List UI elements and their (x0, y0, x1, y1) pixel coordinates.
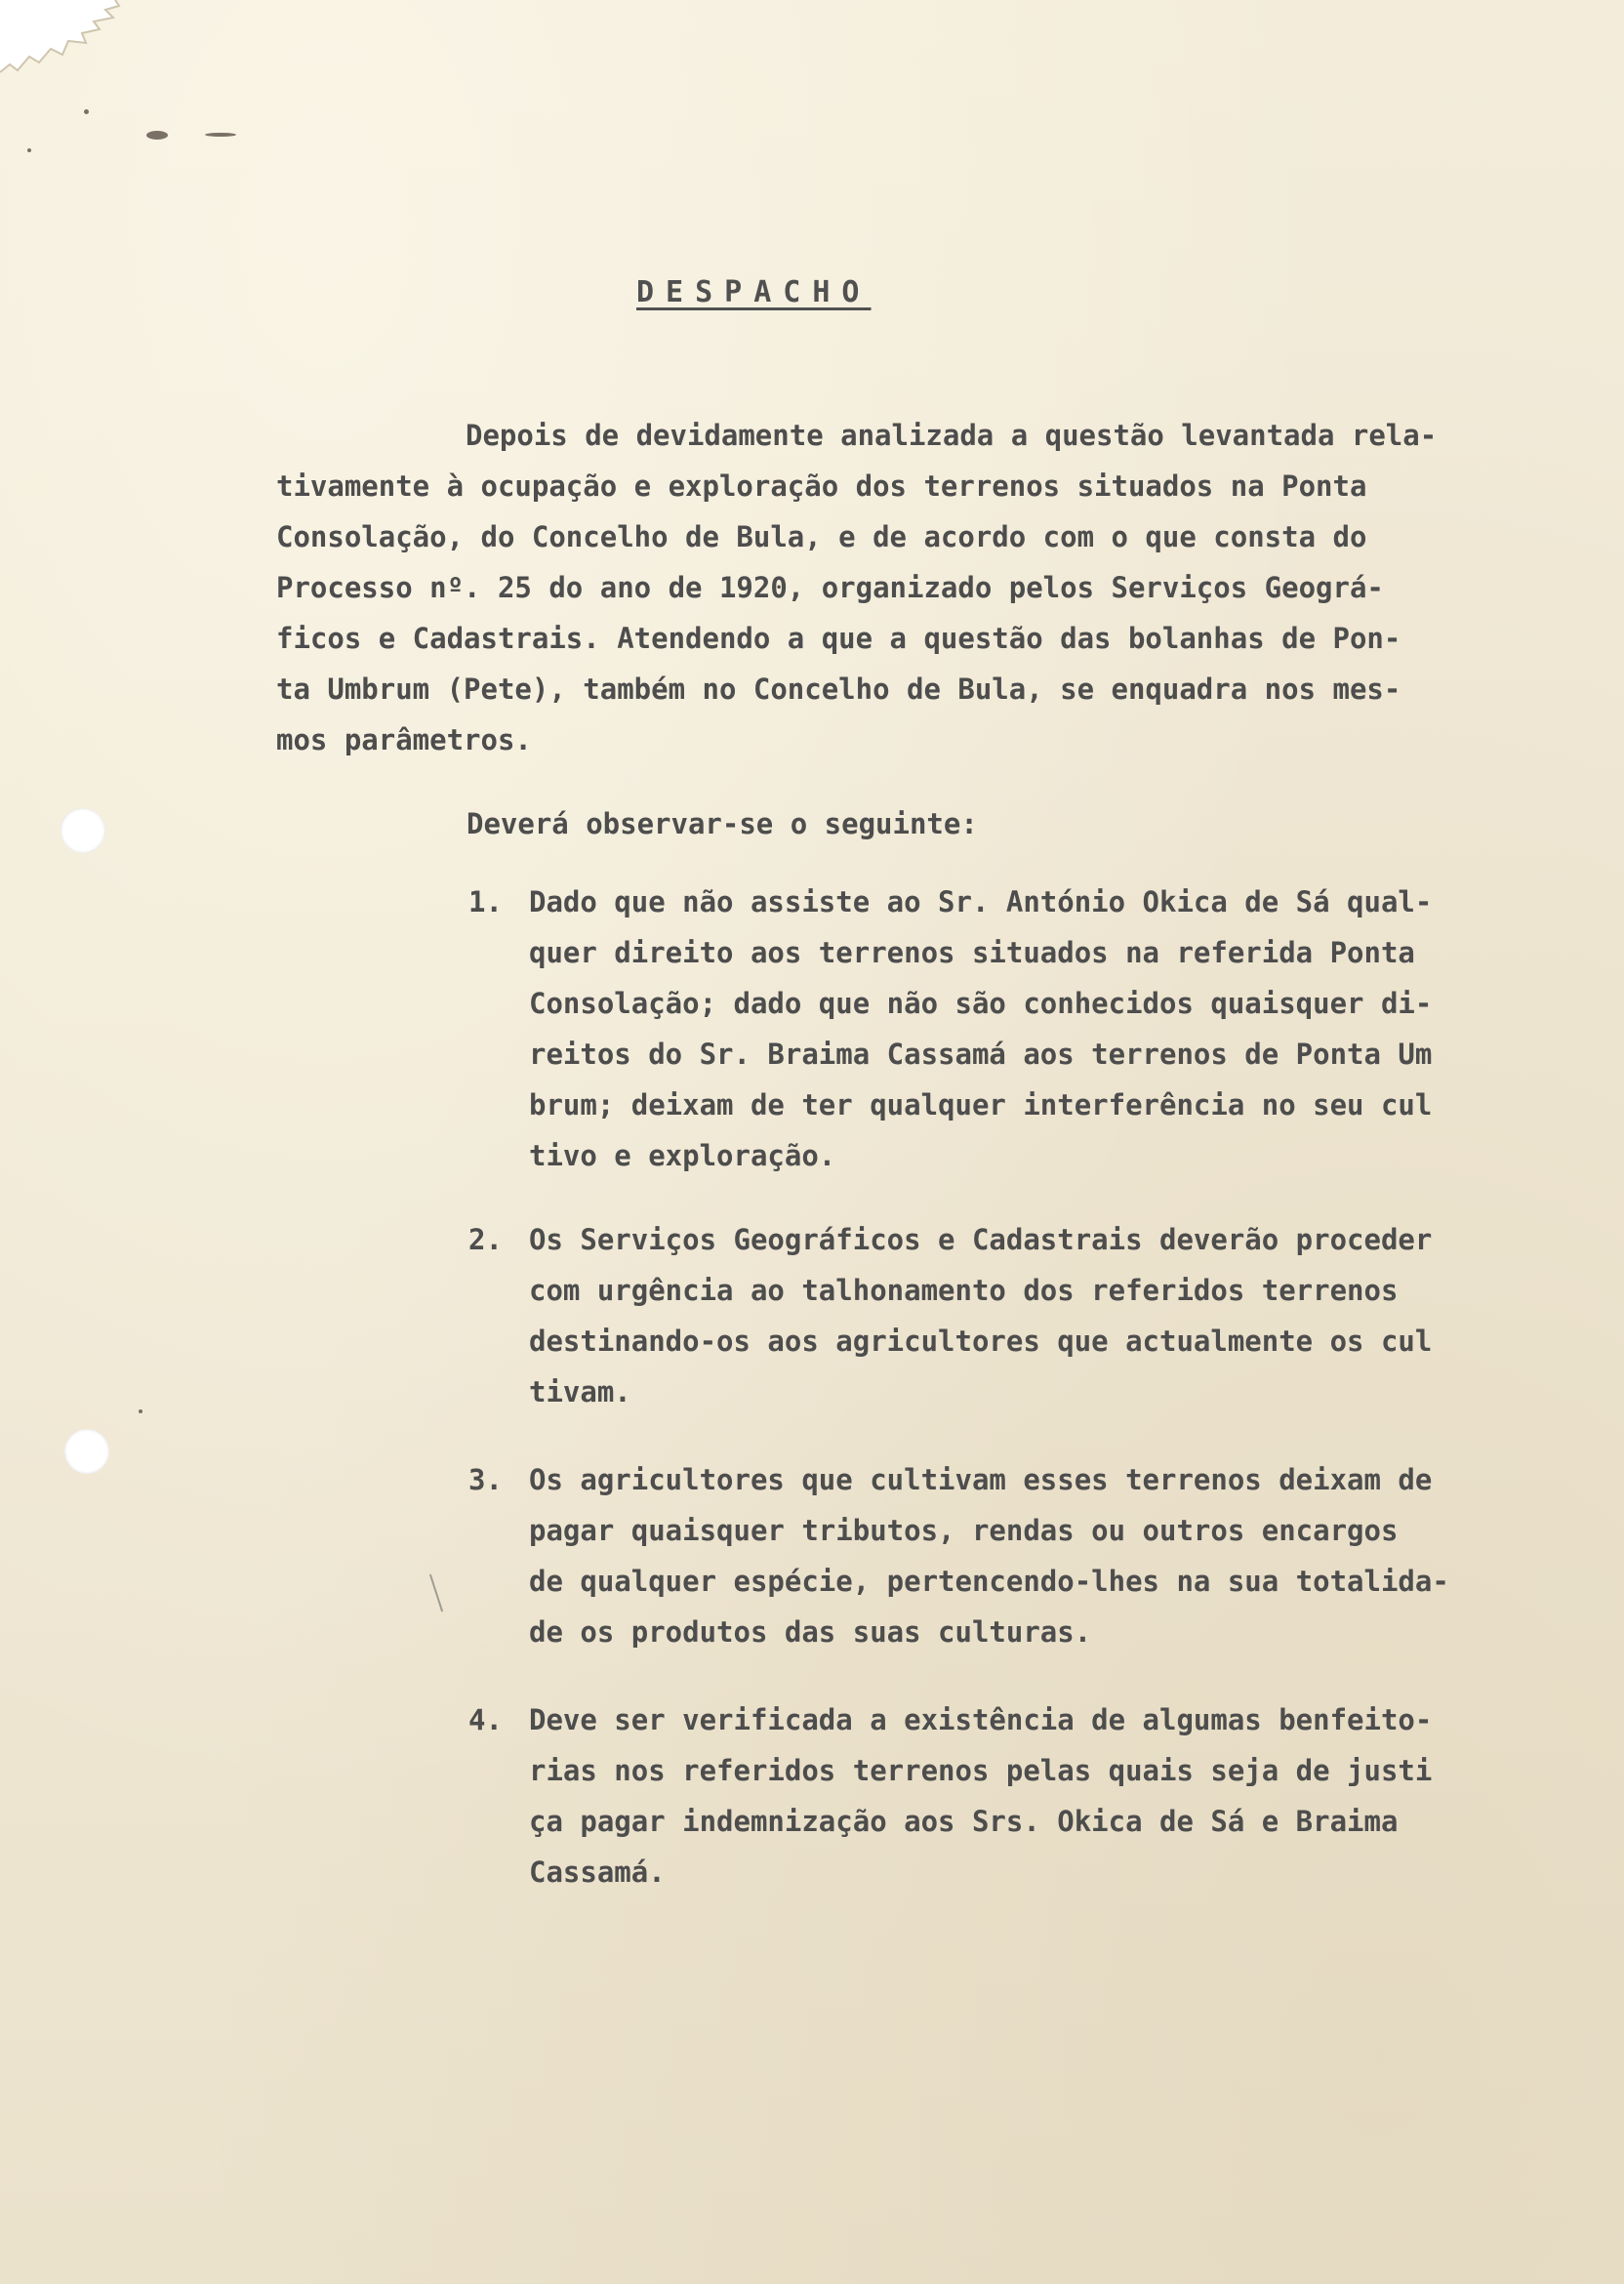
item-number: 3. (468, 1463, 503, 1496)
intro-line: tivamente à ocupação e exploração dos terrenos situados na Ponta (276, 469, 1367, 503)
item-line: Os Serviços Geográficos e Cadastrais deverão proceder (529, 1223, 1433, 1256)
item-line: Dado que não assiste ao Sr. António Okica de Sá qual- (529, 885, 1433, 918)
item-number: 2. (468, 1223, 503, 1256)
ink-speck (146, 131, 168, 140)
torn-corner (0, 0, 127, 78)
item-line: Os agricultores que cultivam esses terrenos deixam de (529, 1463, 1433, 1496)
item-line: Deve ser verificada a existência de algumas benfeito- (529, 1703, 1433, 1736)
item-line: destinando-os aos agricultores que actualmente os cul (529, 1325, 1433, 1358)
document-title: DESPACHO (636, 275, 872, 309)
item-line: Consolação; dado que não são conhecidos quaisquer di- (529, 987, 1433, 1020)
item-line: tivo e exploração. (529, 1139, 836, 1172)
item-number: 4. (468, 1703, 503, 1736)
item-body (529, 1214, 1432, 1417)
intro-line: Processo nº. 25 do ano de 1920, organizado pelos Serviços Geográ- (276, 571, 1384, 604)
punch-hole-bottom (64, 1429, 109, 1474)
ink-speck (205, 133, 236, 137)
intro-line: Consolação, do Concelho de Bula, e de acordo com o que consta do (276, 520, 1367, 553)
item-number: 1. (468, 885, 503, 918)
ink-speck (84, 109, 89, 114)
item-line: pagar quaisquer tributos, rendas ou outros encargos (529, 1514, 1399, 1547)
item-line: rias nos referidos terrenos pelas quais seja de justi (529, 1754, 1433, 1787)
intro-line: ficos e Cadastrais. Atendendo a que a questão das bolanhas de Pon- (276, 622, 1401, 655)
ink-speck (27, 148, 31, 152)
punch-hole-top (61, 808, 105, 853)
intro-paragraph (276, 410, 1437, 765)
intro-line: Depois de devidamente analizada a questão levantada rela- (466, 419, 1438, 452)
item-body (529, 1454, 1449, 1657)
item-line: reitos do Sr. Braima Cassamá aos terrenos de Ponta Um (529, 1038, 1433, 1071)
item-line: de os produtos das suas culturas. (529, 1615, 1092, 1649)
ink-speck (139, 1409, 142, 1413)
intro-line: ta Umbrum (Pete), também no Concelho de Bula, se enquadra nos mes- (276, 673, 1401, 706)
intro-line: mos parâmetros. (276, 723, 532, 756)
item-line: quer direito aos terrenos situados na referida Ponta (529, 936, 1415, 969)
item-body (529, 877, 1432, 1181)
item-line: tivam. (529, 1375, 631, 1408)
item-line: de qualquer espécie, pertencendo-lhes na sua totalida- (529, 1565, 1449, 1598)
item-line: Cassamá. (529, 1856, 666, 1889)
lead-sentence: Deverá observar-se o seguinte: (467, 807, 978, 840)
pencil-mark (429, 1574, 443, 1612)
item-line: brum; deixam de ter qualquer interferência no seu cul (529, 1088, 1433, 1122)
item-body (529, 1694, 1432, 1897)
item-line: ça pagar indemnização aos Srs. Okica de Sá e Braima (529, 1805, 1399, 1838)
item-line: com urgência ao talhonamento dos referidos terrenos (529, 1274, 1399, 1307)
